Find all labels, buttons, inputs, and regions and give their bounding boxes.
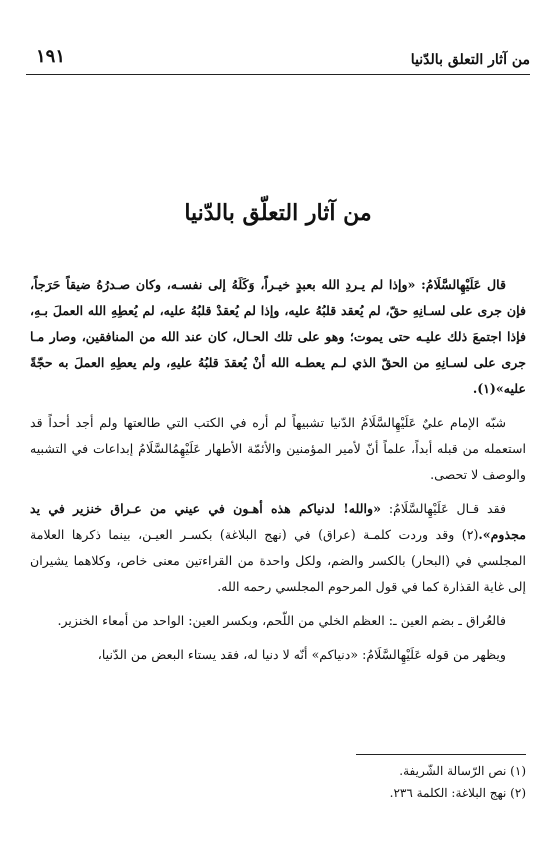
- running-title: من آثار التعلق بالدّنيا: [410, 52, 530, 68]
- paragraph-text: (٢) وقد وردت كلمـة (عراق) في (نهج البلاغة) بكسـر العيـن، بينما ذكرها العلامة المجلسي في (البحار) بالكسر والضم، ولكل واحدة من القراءتين معنى خاص، وكلاهما يشيران إلى غاية القذارة كما في قول المرحوم المجلسي رحمه الله.: [30, 527, 526, 594]
- footnotes: [30, 760, 526, 804]
- footnote: (٢) نهج البلاغة: الكلمة ٢٣٦.: [389, 786, 526, 800]
- paragraph: [30, 608, 526, 634]
- section-heading: من آثار التعلّق بالدّنيا: [184, 200, 372, 226]
- page-header: [26, 40, 530, 74]
- paragraph-text: شبّه الإمام عليٌ عَلَيْهِالسَّلَامُ الدّنيا تشبيهاً لم أره في الكتب التي طالعتها ولم أجد أحداً قد استعمله من قبله أبداً، علماً أنّ لأمير المؤمنين والأئمّة الأطهار عَلَيْهِمُالسَّلَامُ إبداعات في التشبيه والوصف لا تحصى.: [30, 415, 526, 482]
- paragraph-text: فالعُراق ـ بضم العين ـ: العظم الخلي من اللّحم، وبكسر العين: الواحد من أمعاء الخنزير.: [57, 613, 506, 628]
- body-text: [30, 272, 526, 676]
- footnote-rule: [356, 754, 526, 755]
- paragraph-text: فقد قـال عَلَيْهِالسَّلَامُ:: [380, 501, 506, 516]
- header-rule: [26, 74, 530, 75]
- paragraph: [30, 410, 526, 488]
- paragraph: [30, 272, 526, 402]
- paragraph-text: ويظهر من قوله عَلَيْهِالسَّلَامُ: «دنياكم» أنّه لا دنيا له، فقد يستاء البعض من الدّنيا،: [97, 647, 506, 662]
- page-number: ١٩١: [36, 46, 66, 67]
- quote-text: قال عَلَيْهِالسَّلَامُ: «وإذا لم يـردِ الله بعبدٍ خيـراً، وَكَلَهُ إلى نفسـه، وكان صـدرُهُ ضيقاً حَرَجاً، فإن جرى على لسـانِهِ حقّ، لم يُعقد قلبُهُ عليه، وإذا لم يُعقدْ قلبُهُ عليه، لم يُعطِهِ الله العملَ بـهِ، فإذا اجتمعَ ذلك عليـه حتى يموت؛ وهو على تلك الحـال، كان عند الله من المنافقين، وصار مـا جرى على لسـانِهِ من الحقّ الذي لـم يعطـه الله أنْ يُعقدَ قلبُهُ عليهِ، ولم يعطِهِ العملَ به حجّةً عليه»(١).: [30, 277, 526, 396]
- quote-text: «والله! لدنياكم هذه أهـون في عيني من عـراق خنزير في يد مجذوم».: [30, 501, 526, 542]
- footnote: (١) نص الرّسالة الشّريفة.: [399, 764, 526, 778]
- paragraph: [30, 496, 526, 600]
- paragraph: [30, 642, 526, 668]
